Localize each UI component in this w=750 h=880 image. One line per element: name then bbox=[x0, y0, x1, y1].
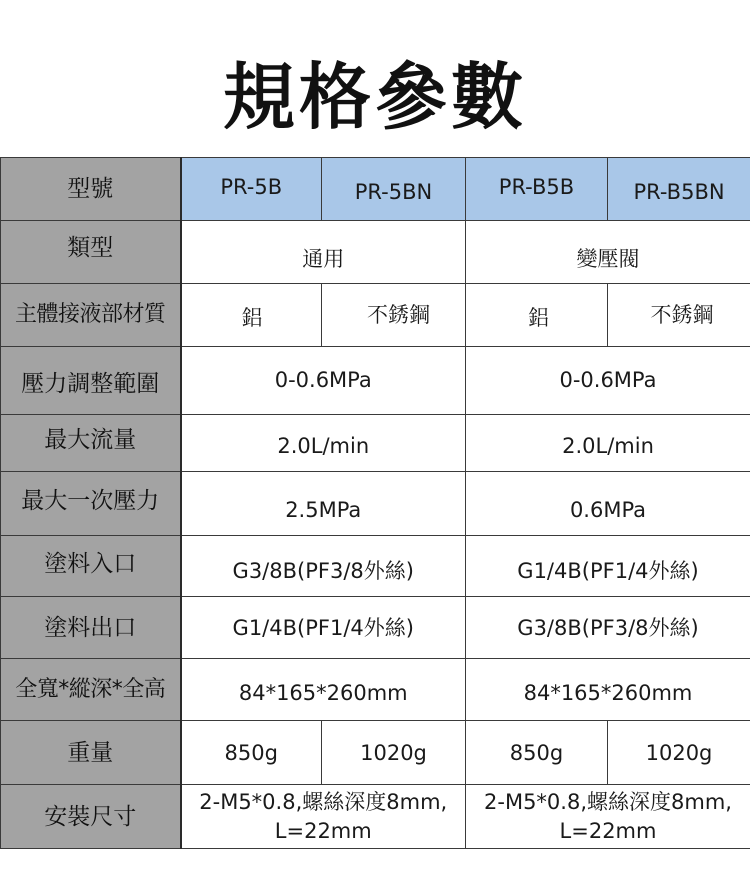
mounting-line: L=22mm bbox=[274, 818, 372, 843]
value-cell: G3/8B(PF3/8外絲) bbox=[466, 597, 750, 659]
mounting-line: 2-M5*0.8,螺絲深度8mm, bbox=[484, 789, 732, 814]
value-cell bbox=[181, 785, 466, 849]
value-cell: 1020g bbox=[608, 721, 750, 785]
row-mounting bbox=[1, 785, 750, 849]
value-cell: 鋁 bbox=[181, 284, 322, 347]
label-mounting: 安裝尺寸 bbox=[1, 785, 181, 849]
label-paint-outlet: 塗料出口 bbox=[1, 597, 181, 659]
value-cell: 850g bbox=[181, 721, 322, 785]
model-cell: PR-5B bbox=[181, 158, 322, 221]
label-dimensions: 全寬*縱深*全高 bbox=[1, 659, 181, 721]
value-cell: 0-0.6MPa bbox=[181, 347, 466, 415]
model-cell: PR-B5BN bbox=[608, 158, 750, 221]
spec-table bbox=[0, 157, 750, 849]
value-cell bbox=[466, 785, 750, 849]
value-cell: 0-0.6MPa bbox=[466, 347, 750, 415]
page-title: 規格參數 bbox=[222, 55, 527, 139]
row-pressure-range bbox=[1, 347, 750, 415]
model-cell: PR-5BN bbox=[322, 158, 466, 221]
row-type bbox=[1, 221, 750, 284]
value-cell: G3/8B(PF3/8外絲) bbox=[181, 536, 466, 597]
row-max-flow bbox=[1, 415, 750, 472]
label-max-flow: 最大流量 bbox=[1, 415, 181, 472]
row-model bbox=[1, 158, 750, 221]
label-max-primary-pressure: 最大一次壓力 bbox=[1, 472, 181, 536]
mounting-line: L=22mm bbox=[559, 818, 657, 843]
value-cell: 變壓閥 bbox=[466, 221, 750, 284]
value-cell: 鋁 bbox=[466, 284, 608, 347]
value-cell: 2.5MPa bbox=[181, 472, 466, 536]
value-cell: 84*165*260mm bbox=[181, 659, 466, 721]
value-cell: G1/4B(PF1/4外絲) bbox=[466, 536, 750, 597]
row-paint-inlet bbox=[1, 536, 750, 597]
value-cell: 0.6MPa bbox=[466, 472, 750, 536]
row-paint-outlet bbox=[1, 597, 750, 659]
model-cell: PR-B5B bbox=[466, 158, 608, 221]
label-model: 型號 bbox=[1, 158, 181, 221]
value-cell: 1020g bbox=[322, 721, 466, 785]
row-material bbox=[1, 284, 750, 347]
row-weight bbox=[1, 721, 750, 785]
label-weight: 重量 bbox=[1, 721, 181, 785]
value-cell: 2.0L/min bbox=[466, 415, 750, 472]
value-cell: 不銹鋼 bbox=[322, 284, 466, 347]
value-cell: 通用 bbox=[181, 221, 466, 284]
label-type: 類型 bbox=[1, 221, 181, 284]
value-cell: G1/4B(PF1/4外絲) bbox=[181, 597, 466, 659]
label-material: 主體接液部材質 bbox=[1, 284, 181, 347]
value-cell: 不銹鋼 bbox=[608, 284, 750, 347]
mounting-line: 2-M5*0.8,螺絲深度8mm, bbox=[199, 789, 448, 814]
row-max-primary-pressure bbox=[1, 472, 750, 536]
label-pressure-range: 壓力調整範圍 bbox=[1, 347, 181, 415]
label-paint-inlet: 塗料入口 bbox=[1, 536, 181, 597]
value-cell: 850g bbox=[466, 721, 608, 785]
row-dimensions bbox=[1, 659, 750, 721]
value-cell: 2.0L/min bbox=[181, 415, 466, 472]
value-cell: 84*165*260mm bbox=[466, 659, 750, 721]
